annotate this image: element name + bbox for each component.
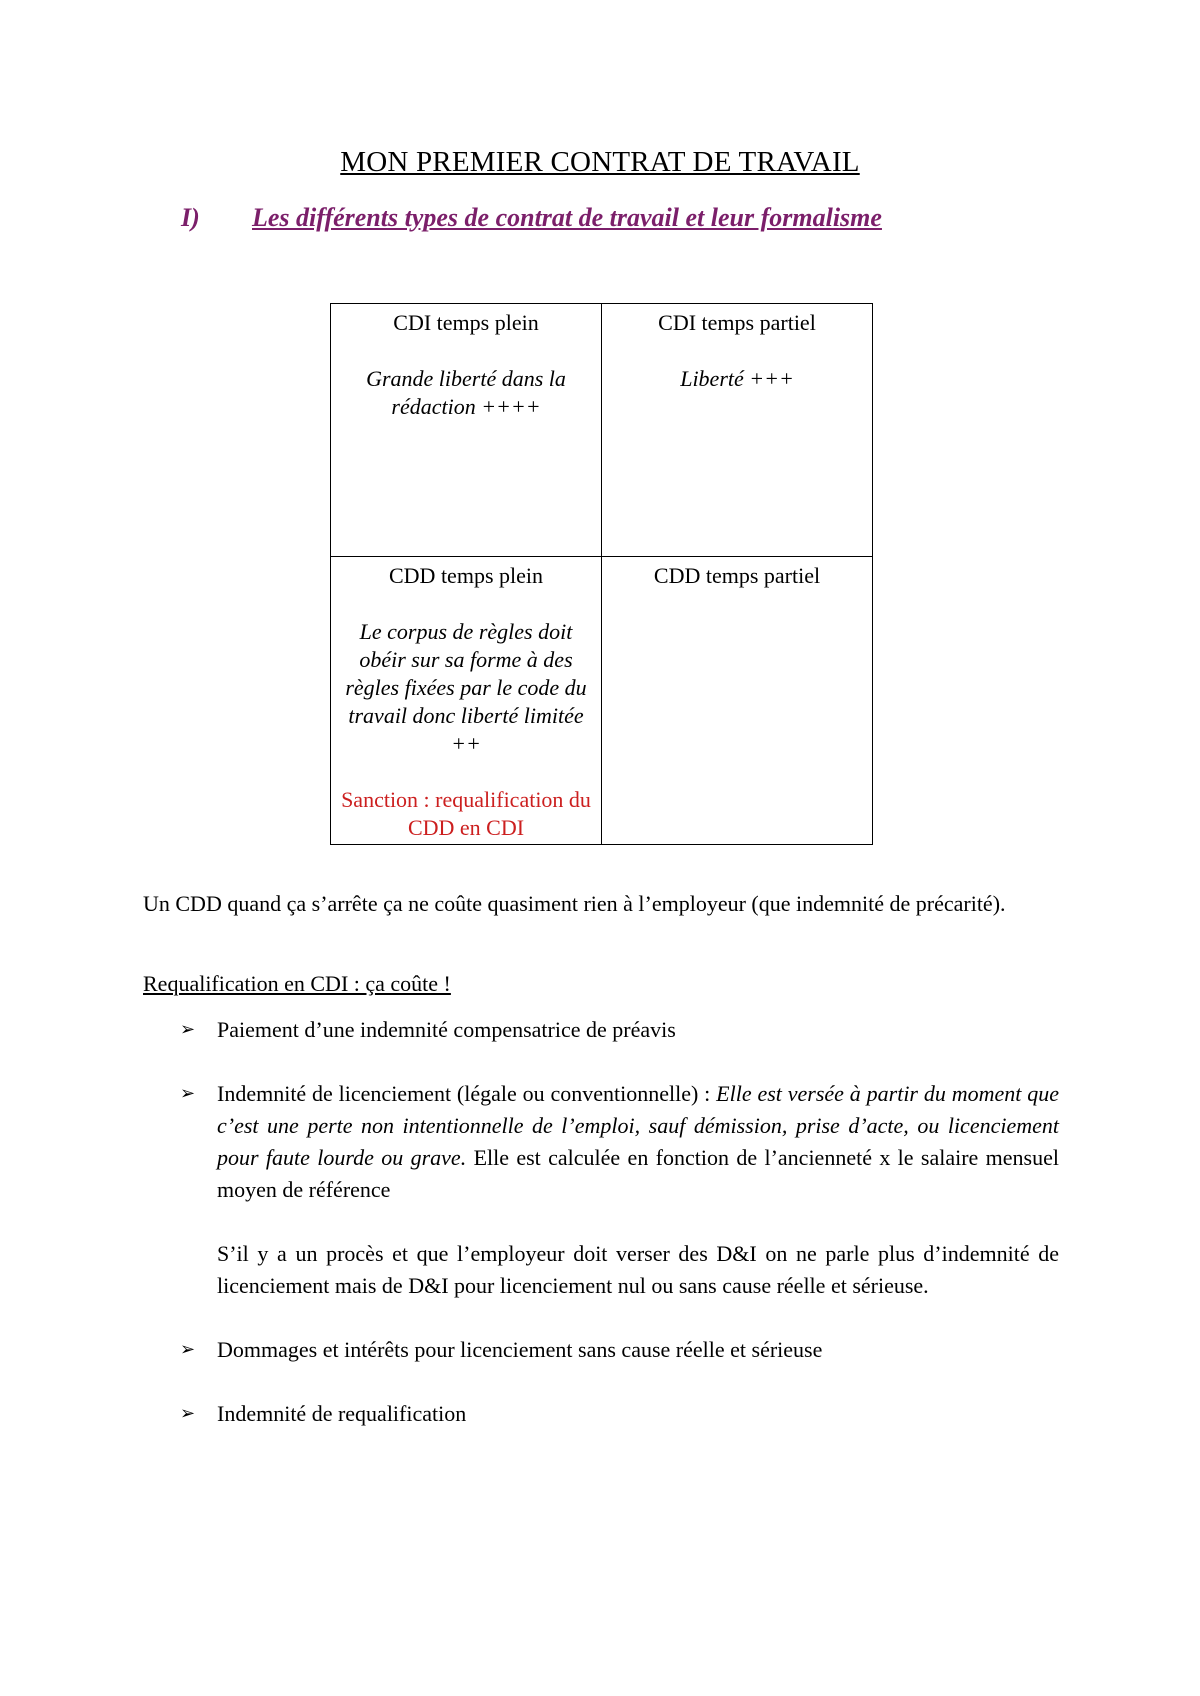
- table-row: [331, 304, 873, 557]
- list-item: [180, 1078, 1059, 1206]
- list-item: [180, 1398, 1059, 1430]
- cell-cdd-temps-plein: [331, 557, 602, 845]
- cell-cdi-temps-partiel: [602, 304, 873, 557]
- cell-title: CDI temps plein: [393, 310, 539, 335]
- section-number: I): [181, 203, 200, 232]
- arrow-bullet-icon: ➢: [180, 1019, 196, 1040]
- bullet-text-intro: Indemnité de licenciement (légale ou conventionnelle) :: [217, 1081, 717, 1106]
- bullet-text: Dommages et intérêts pour licenciement sans cause réelle et sérieuse: [217, 1337, 823, 1362]
- bullet-note-text: S’il y a un procès et que l’employeur doit verser des D&I on ne parle plus d’indemnité de licenciement mais de D&I pour licenciement nul ou sans cause réelle et sérieuse.: [217, 1241, 1059, 1298]
- arrow-bullet-icon: ➢: [180, 1083, 196, 1104]
- cell-title: CDI temps partiel: [658, 310, 816, 335]
- bullet-text: Paiement d’une indemnité compensatrice de préavis: [217, 1017, 676, 1042]
- arrow-bullet-icon: ➢: [180, 1403, 196, 1424]
- table-row: [331, 557, 873, 845]
- document-title: MON PREMIER CONTRAT DE TRAVAIL: [340, 146, 860, 178]
- bullet-text-end: Elle est calculée en fonction de l’ancienneté x le salaire mensuel moyen de référence: [217, 1145, 1059, 1202]
- cell-description: Grande liberté dans la rédaction ++++: [366, 366, 566, 419]
- bullet-note: [180, 1238, 1059, 1302]
- requalification-heading-text: Requalification en CDI : ça coûte !: [143, 971, 451, 996]
- bullet-text: Indemnité de requalification: [217, 1401, 467, 1426]
- list-item: [180, 1334, 1059, 1366]
- bullet-text: [217, 1078, 1059, 1206]
- bullet-text-italic: Elle est versée à partir du moment que c’est une perte non intentionnelle de l’emploi, sauf démission, prise d’acte, ou licenciement pour faute lourde ou grave.: [217, 1081, 1059, 1170]
- contract-types-table: [330, 303, 873, 845]
- paragraph-cdd: Un CDD quand ça s’arrête ça ne coûte quasiment rien à l’employeur (que indemnité de précarité).: [143, 891, 1006, 916]
- cell-cdd-temps-partiel: [602, 557, 873, 845]
- list-item: [180, 1014, 1059, 1046]
- arrow-bullet-icon: ➢: [180, 1339, 196, 1360]
- requalification-heading: [143, 968, 1059, 1000]
- cell-description: Le corpus de règles doit obéir sur sa forme à des règles fixées par le code du travail donc liberté limitée ++: [345, 619, 587, 756]
- cell-sanction: Sanction : requalification du CDD en CDI: [341, 787, 591, 840]
- cell-cdi-temps-plein: [331, 304, 602, 557]
- cell-title: CDD temps plein: [389, 563, 543, 588]
- section-title: Les différents types de contrat de travail et leur formalisme: [252, 203, 882, 232]
- cell-title: CDD temps partiel: [653, 563, 821, 588]
- cell-description: Liberté +++: [680, 366, 794, 391]
